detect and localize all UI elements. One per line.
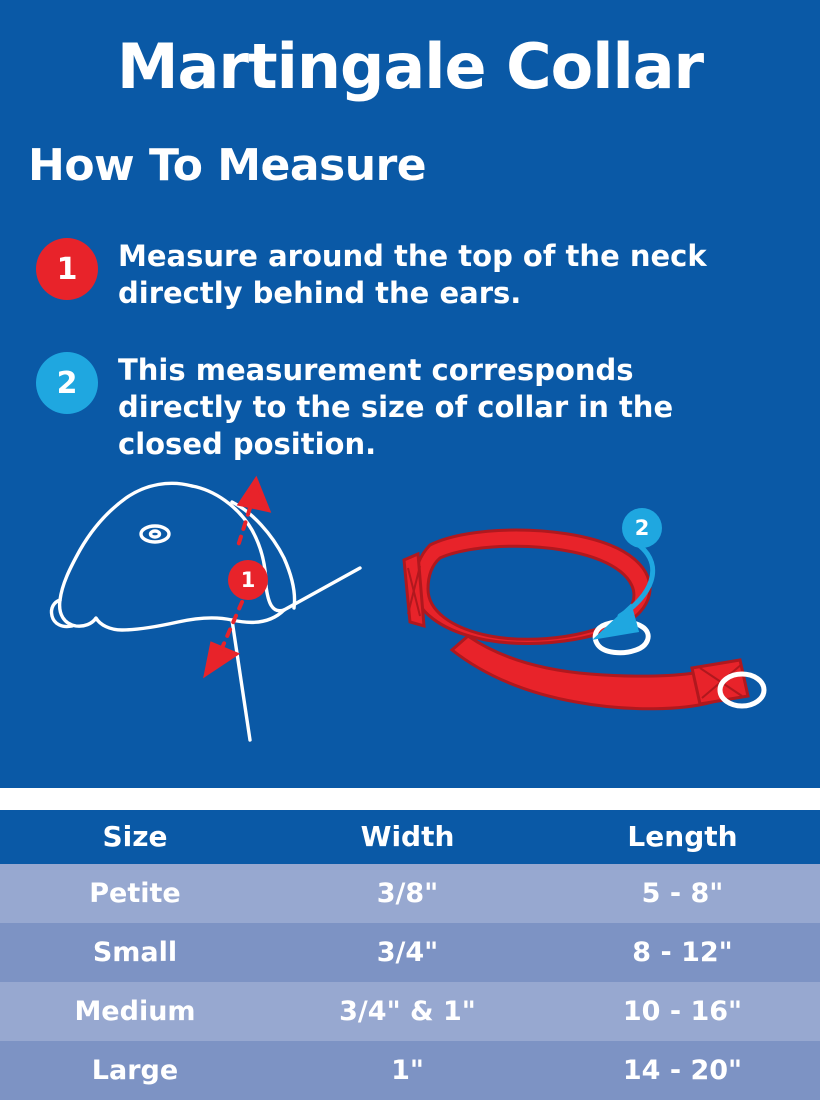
column-header-width: Width: [360, 820, 455, 853]
step-2-number-badge: 2: [36, 352, 98, 414]
cell-size: Medium: [74, 996, 196, 1027]
cell-length: 10 - 16": [622, 996, 743, 1027]
section-divider: [0, 788, 820, 810]
instruction-step-2: [36, 352, 768, 463]
page-title: Martingale Collar: [116, 30, 704, 103]
step-1-text: Measure around the top of the neck directly behind the ears.: [118, 239, 707, 311]
instruction-step-1: [36, 238, 768, 312]
table-row: [0, 982, 820, 1041]
column-header-length: Length: [627, 820, 738, 853]
step-1-number-badge: 1: [36, 238, 98, 300]
collar-slider-marker: 2: [622, 508, 662, 548]
cell-size: Small: [92, 937, 178, 968]
table-row: [0, 1041, 820, 1100]
page-subtitle: How To Measure: [28, 140, 427, 191]
dog-head-drawing: [51, 483, 360, 740]
table-row: [0, 923, 820, 982]
cell-length: 8 - 12": [632, 937, 733, 968]
cell-size: Large: [91, 1055, 179, 1086]
cell-length: 14 - 20": [622, 1055, 743, 1086]
step-2-text: This measurement corresponds directly to the size of collar in the closed position.: [118, 353, 674, 462]
cell-width: 1": [391, 1055, 424, 1086]
collar-drawing: [404, 530, 764, 709]
size-chart-table: [0, 810, 820, 1100]
cell-width: 3/8": [376, 878, 439, 909]
cell-width: 3/4" & 1": [339, 996, 476, 1027]
cell-width: 3/4": [376, 937, 439, 968]
illustration-area: [0, 450, 820, 788]
column-header-size: Size: [102, 820, 168, 853]
dog-measure-marker: 1: [228, 560, 268, 600]
table-row: [0, 864, 820, 923]
table-header-row: [0, 810, 820, 864]
cell-size: Petite: [89, 878, 181, 909]
illustration-svg: [0, 450, 820, 788]
cell-length: 5 - 8": [641, 878, 724, 909]
